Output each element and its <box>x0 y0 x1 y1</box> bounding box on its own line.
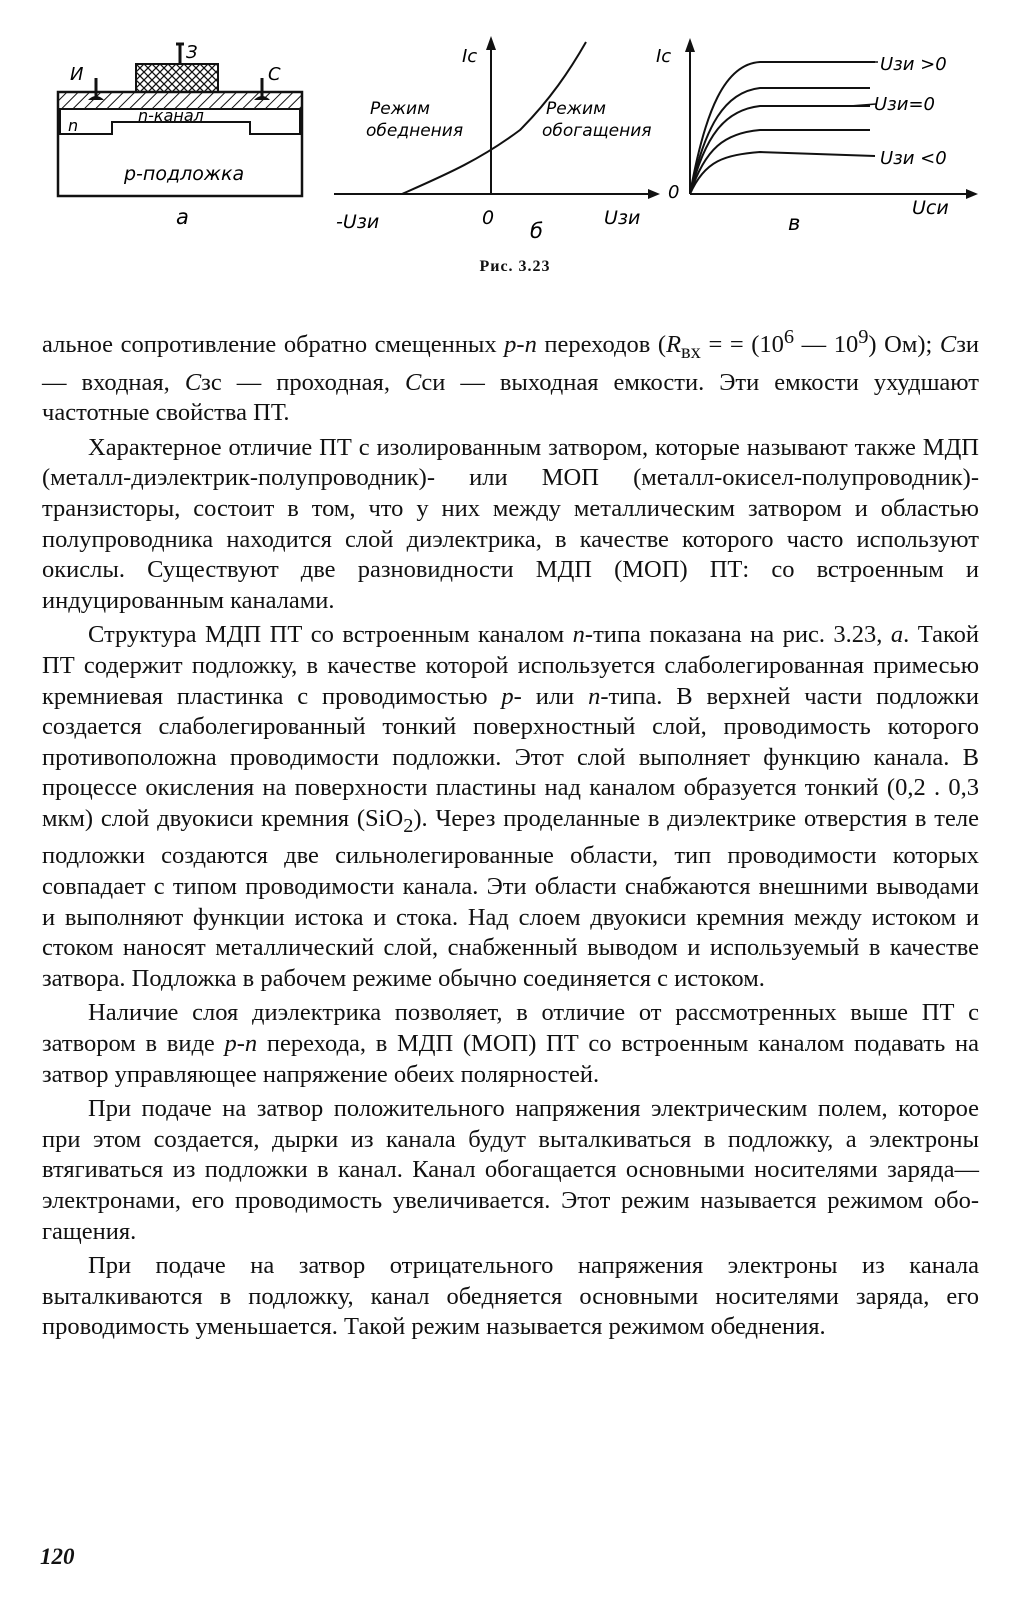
paragraph-1: альное сопротивление обратно смещенных p-n переходов ($R_{вх}$ = = ($10^6$ — $10^9$) Ом); Сзи — входная, Сзс — проходная, Сси — выходная емкости. Эти емкости ухудшают частотные свойства ПТ. <box>42 326 980 427</box>
panel-c-origin-label: 0 <box>668 182 680 203</box>
curve-label-zero: Uзи=0 <box>874 94 935 115</box>
figure-drawing <box>0 0 1030 300</box>
channel-label: n-канал <box>138 106 204 125</box>
paragraph-3: Структура МДП ПТ со встроенным каналом n-типа показана на рис. 3.23, а. Такой ПТ содержит подложку, в качестве которой используется слаболегированная примесью кремниевая пластинка с проводимостью p- или n-типа. В верхней части подложки создается слаболегированный тонкий поверхностный слой, проводимость которого противоположна проводимости подложки. Этот слой выполняет функцию канала. В процессе окисления на поверхности пластины над каналом образуется тонкий (0,2 . 0,3 мкм) слой двуокиси кремния (SiO$_2$). Через проделанные в диэлектрике отверстия в теле подложки создаются две сильнолегированные области, тип проводимости которых совпадает с типом проводимости канала. Эти области снабжаются внешними выводами и выполняют функции истока и стока. Над слоем двуокиси кремния между истоком и стоком наносят металлический слой, снабженный выводом и используемый в качестве затвора. Подложка в рабочем режиме обычно соединяется с истоком. <box>42 621 979 992</box>
n-region-label: n <box>68 116 79 135</box>
panel-c-x-axis-label: Uси <box>912 197 949 219</box>
curve-label-positive: Uзи >0 <box>880 54 947 75</box>
paragraph-6: При подаче на затвор отрицательного напряжения электроны из канала выталкиваются в подложку, канал обедняется основными носителями заряда, его проводимость уменьшается. Такой режим называется режимом обеднения. <box>42 1252 979 1341</box>
page-number: 120 <box>40 1544 75 1569</box>
depletion-label-line1: Режим <box>370 99 430 119</box>
panel-c-y-axis-label: Iс <box>656 46 672 67</box>
gate-label: З <box>186 42 198 63</box>
depletion-label-line2: обеднения <box>366 121 464 141</box>
enhancement-label-line1: Режим <box>546 99 606 119</box>
source-label: И <box>70 64 84 85</box>
panel-b-x-neg-label: -Uзи <box>336 211 380 233</box>
substrate-label: p-подложка <box>124 163 245 185</box>
paragraph-4: Наличие слоя диэлектрика позволяет, в отличие от рассмотренных выше ПТ с затвором в виде p-n перехода, в МДП (МОП) ПТ со встроенным каналом подавать на затвор управляющее напряжение обеих полярностей. <box>42 999 979 1088</box>
panel-c-letter: в <box>788 211 801 235</box>
panel-b-y-axis-label: Iс <box>462 46 478 67</box>
body-text <box>42 322 979 1343</box>
panel-a-letter: а <box>176 205 189 229</box>
enhancement-label-line2: обогащения <box>542 121 652 141</box>
paragraph-5: При подаче на затвор положительного напряжения электрическим полем, которое при этом создается, дырки из канала будут выталкиваться в подложку, а электроны втягиваться из подложки в канал. Канал обогащается основными носителями заряда—электронами, его проводимость увеличивается. Этот режим называется режимом обогащения. <box>42 1095 979 1245</box>
curve-label-negative: Uзи <0 <box>880 148 947 169</box>
panel-b-letter: б <box>530 219 543 243</box>
panel-b-x-pos-label: Uзи <box>604 207 641 229</box>
drain-label: С <box>268 64 281 85</box>
paragraph-2: Характерное отличие ПТ с изолированным затвором, которые называют также МДП (металл-диэлектрик-полупроводник)- или МОП (металл-окисел-полупроводник)-транзисторы, состоит в том, что у них между металлическим затвором и областью полупроводника находится слой диэлектрика, в качестве которого часто используют окислы. Существуют две разновидности МДП (МОП) ПТ: со встроенным и индуцированным каналами. <box>42 433 979 614</box>
figure-3-23 <box>0 0 1030 300</box>
figure-caption: Рис. 3.23 <box>479 258 551 275</box>
panel-b-origin-label: 0 <box>482 207 495 229</box>
